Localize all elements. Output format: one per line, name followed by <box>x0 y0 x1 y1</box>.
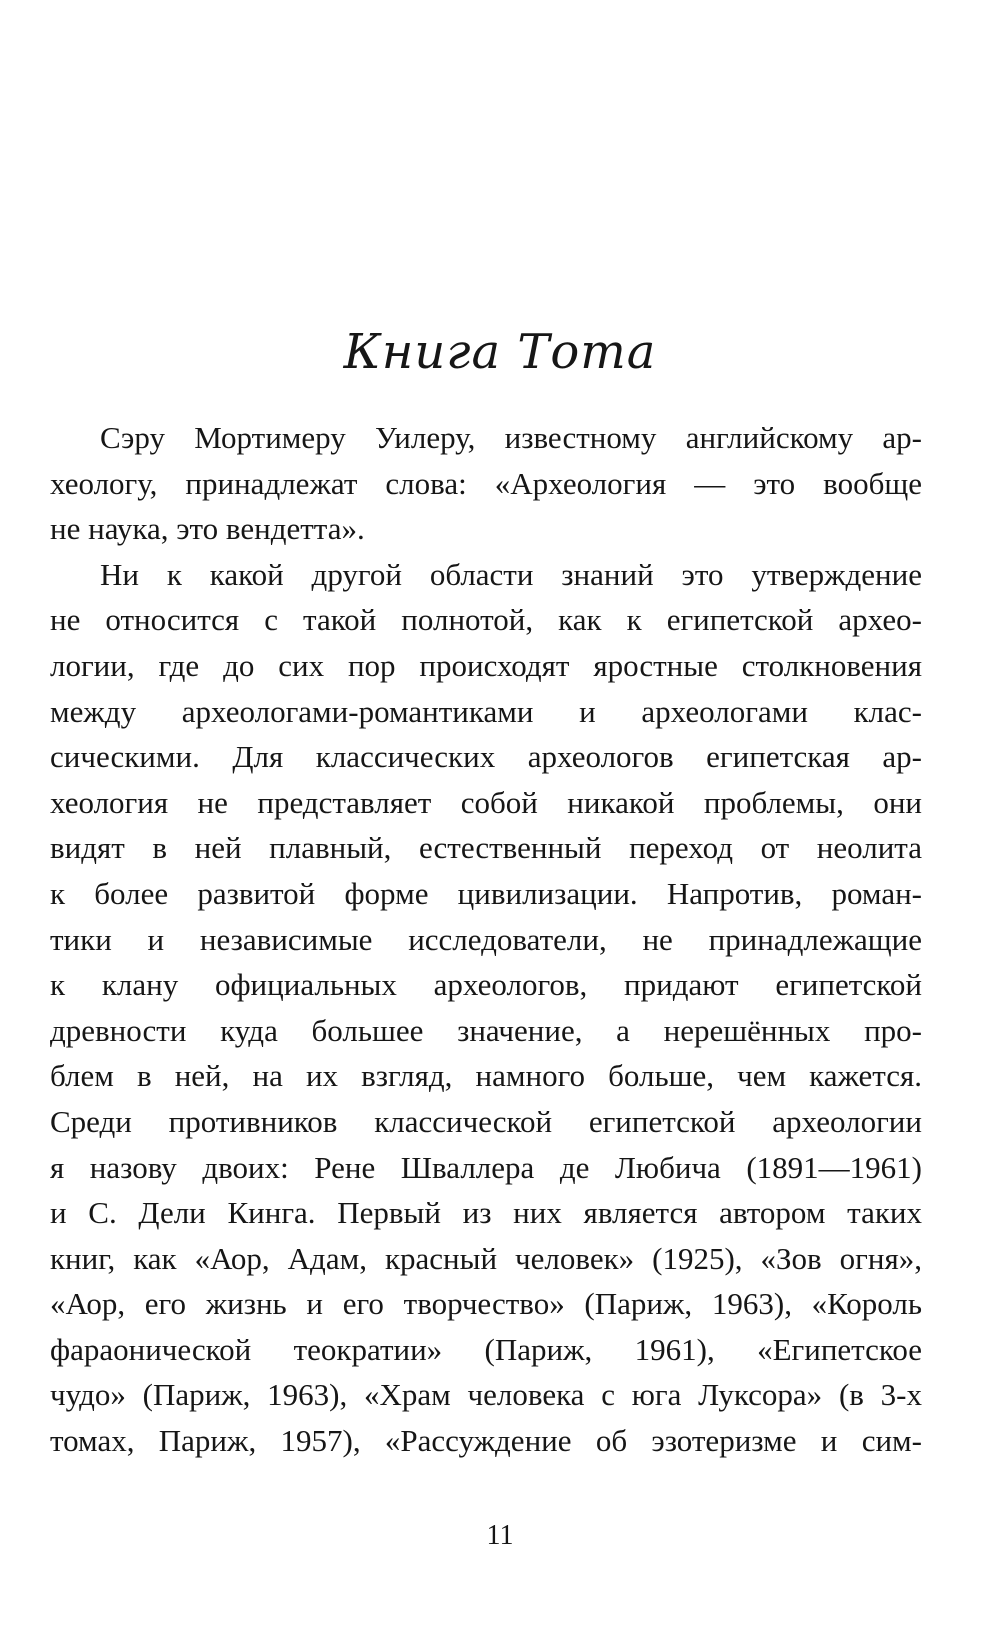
text-line: к клану официальных археологов, придают египетской <box>50 967 922 1003</box>
text-line: к более развитой форме цивилизации. Напротив, роман- <box>50 875 922 911</box>
text-line: видят в ней плавный, естественный переход от неолита <box>50 830 922 866</box>
text-line: блем в ней, на их взгляд, намного больше, чем кажется. <box>50 1058 922 1094</box>
text-line: фараонической теократии» (Париж, 1961), «Египетское <box>50 1331 922 1367</box>
page-number: 11 <box>486 1520 514 1551</box>
text-line: хеологу, принадлежат слова: «Археология — это вообще <box>50 465 922 501</box>
text-line: книг, как «Аор, Адам, красный человек» (1925), «Зов огня», <box>50 1240 922 1276</box>
text-line: хеология не представляет собой никакой проблемы, они <box>50 784 922 820</box>
text-line: томах, Париж, 1957), «Рассуждение об эзотеризме и сим- <box>50 1423 922 1459</box>
text-line: логии, где до сих пор происходят яростные столкновения <box>50 647 922 683</box>
text-line: Ни к какой другой области знаний это утверждение <box>100 556 922 592</box>
text-line: чудо» (Париж, 1963), «Храм человека с юга Луксора» (в 3-х <box>50 1377 922 1413</box>
text-line: древности куда большее значение, а нерешённых про- <box>50 1012 922 1048</box>
chapter-title: Книга Тота <box>343 324 657 380</box>
text-line: и С. Дели Кинга. Первый из них является автором таких <box>50 1195 922 1231</box>
text-line: между археологами-романтиками и археологами клас- <box>50 693 922 729</box>
text-line: тики и независимые исследователи, не принадлежащие <box>50 921 922 957</box>
body-text <box>50 415 922 1464</box>
text-line: не относится с такой полнотой, как к египетской архео- <box>50 602 922 638</box>
text-line: не наука, это вендетта». <box>50 511 365 547</box>
text-line: Сэру Мортимеру Уилеру, известному английскому ар- <box>100 420 922 455</box>
text-line: сическими. Для классических археологов египетская ар- <box>50 739 922 775</box>
text-line: Среди противников классической египетской археологии <box>50 1103 922 1139</box>
text-line: я назову двоих: Рене Шваллера де Любича (1891—1961) <box>50 1149 922 1185</box>
text-line: «Аор, его жизнь и его творчество» (Париж, 1963), «Король <box>50 1286 922 1322</box>
